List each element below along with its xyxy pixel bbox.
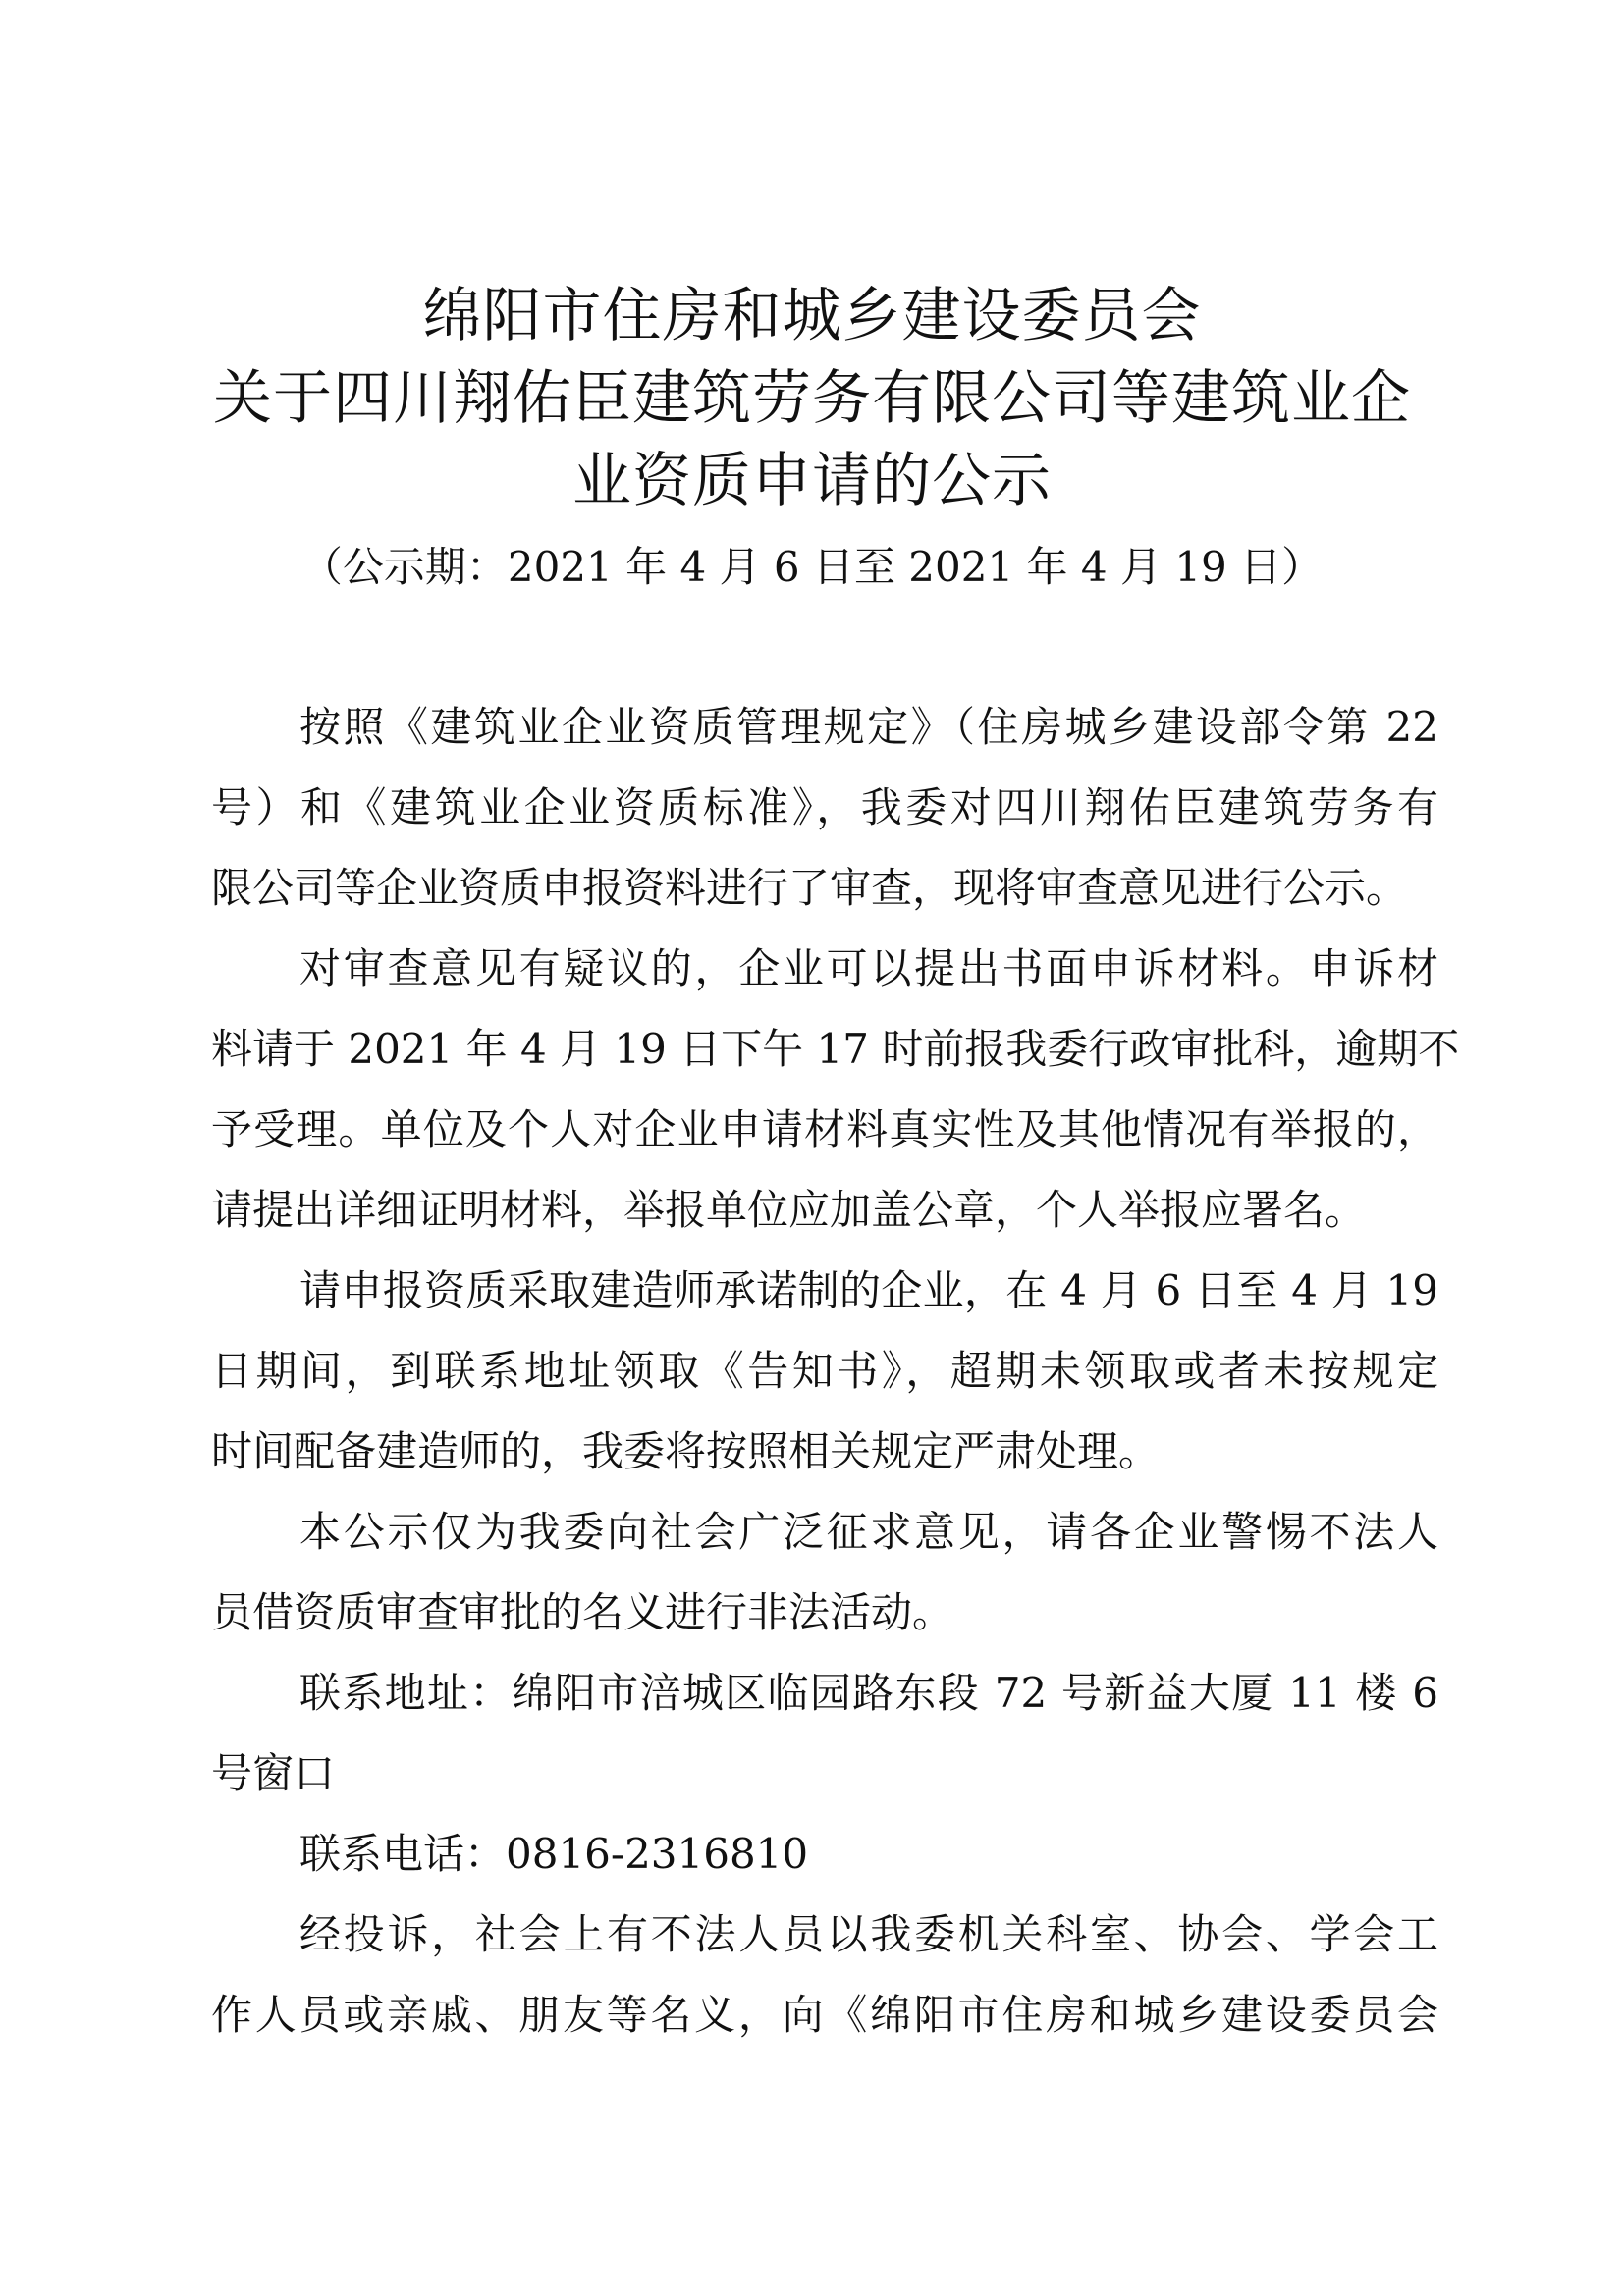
text-line: 号）和《建筑业企业资质标准》，我委对四川翔佑臣建筑劳务有 <box>211 783 1438 831</box>
paragraph-contact-phone <box>211 1814 1438 1895</box>
text-line: 员借资质审查审批的名义进行非法活动。 <box>211 1588 954 1636</box>
paragraph-complaint <box>211 1895 1438 2056</box>
text-line: 时间配备建造师的，我委将按照相关规定严肃处理。 <box>211 1427 1161 1475</box>
document-title <box>196 275 1428 522</box>
paragraph-contact-address <box>211 1653 1438 1814</box>
text-line: 经投诉，社会上有不法人员以我委机关科室、协会、学会工 <box>299 1910 1438 1958</box>
text-line: 号窗口 <box>211 1749 336 1797</box>
text-line: 联系电话：0816-2316810 <box>299 1830 809 1878</box>
paragraph-objection <box>211 929 1460 1251</box>
paragraph-builder-commitment <box>211 1251 1438 1492</box>
text-line: 联系地址：绵阳市涪城区临园路东段 72 号新益大厦 11 楼 6 <box>299 1669 1438 1717</box>
text-line: 请申报资质采取建造师承诺制的企业，在 4 月 6 日至 4 月 19 <box>299 1266 1438 1314</box>
text-line: 予受理。单位及个人对企业申请材料真实性及其他情况有举报的， <box>211 1105 1438 1153</box>
text-line: 请提出详细证明材料，举报单位应加盖公章，个人举报应署名。 <box>211 1186 1367 1234</box>
text-line: 日期间，到联系地址领取《告知书》，超期未领取或者未按规定 <box>211 1347 1438 1395</box>
title-line-2: 关于四川翔佑臣建筑劳务有限公司等建筑业企 <box>213 364 1411 433</box>
document-body <box>211 687 1460 2056</box>
text-line: 对审查意见有疑议的，企业可以提出书面申诉材料。申诉材 <box>299 944 1438 992</box>
publicity-period: （公示期：2021 年 4 月 6 日至 2021 年 4 月 19 日） <box>300 543 1324 591</box>
paragraph-regulation <box>211 687 1438 929</box>
title-line-3: 业资质申请的公示 <box>572 447 1052 515</box>
text-line: 作人员或亲戚、朋友等名义，向《绵阳市住房和城乡建设委员会 <box>211 1991 1438 2039</box>
text-line: 按照《建筑业企业资质管理规定》（住房城乡建设部令第 22 <box>299 703 1438 751</box>
paragraph-warning <box>211 1492 1438 1653</box>
text-line: 限公司等企业资质申报资料进行了审查，现将审查意见进行公示。 <box>211 864 1408 912</box>
title-line-1: 绵阳市住房和城乡建设委员会 <box>422 282 1202 350</box>
text-line: 料请于 2021 年 4 月 19 日下午 17 时前报我委行政审批科，逾期不 <box>211 1025 1460 1073</box>
text-line: 本公示仅为我委向社会广泛征求意见，请各企业警惕不法人 <box>299 1508 1438 1556</box>
